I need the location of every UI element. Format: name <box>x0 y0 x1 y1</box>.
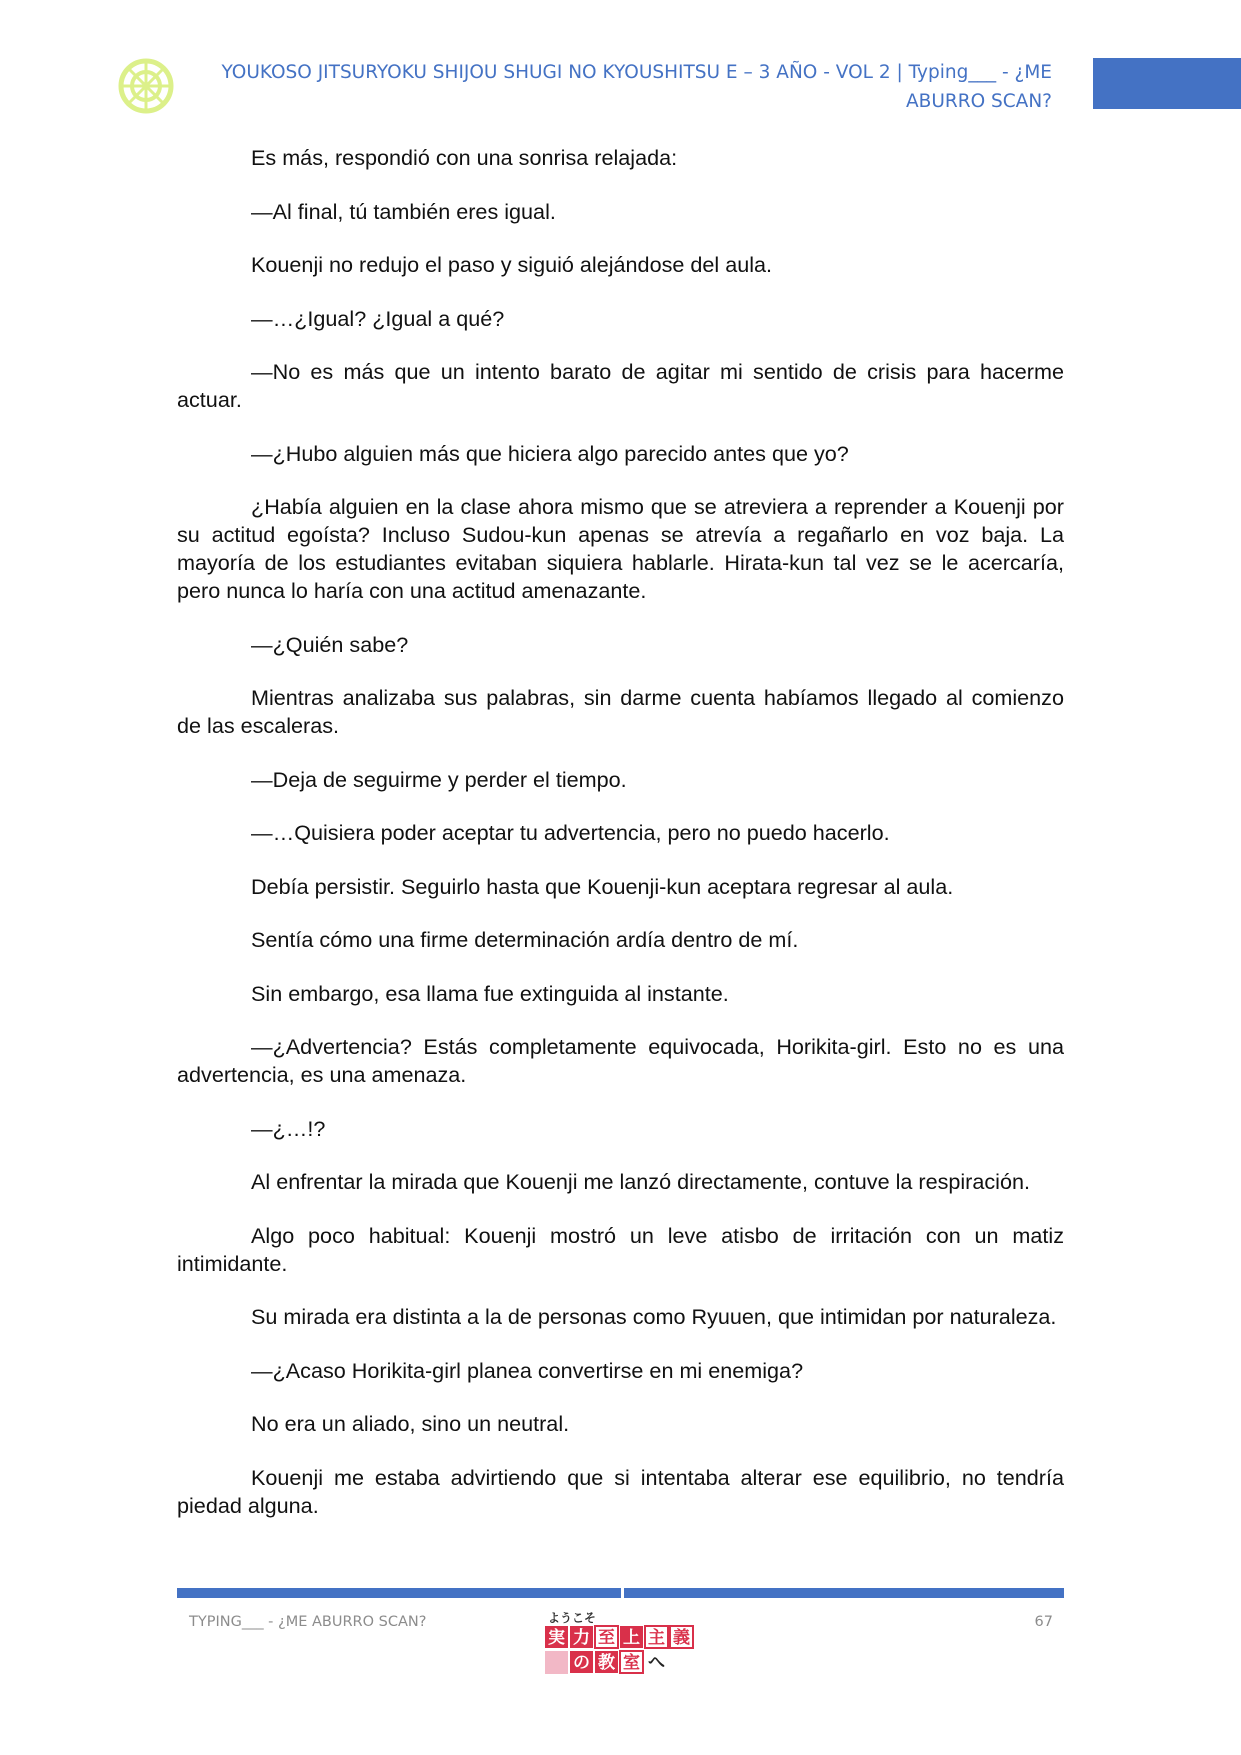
paragraph: —…¿Igual? ¿Igual a qué? <box>251 305 505 331</box>
paragraph: Sin embargo, esa llama fue extinguida al instante. <box>251 980 729 1006</box>
footer-credit: TYPING___ - ¿ME ABURRO SCAN? <box>189 1614 427 1630</box>
page-number: 67 <box>1034 1614 1053 1630</box>
paragraph: ¿Había alguien en la clase ahora mismo que se atreviera a reprender a Kouenji por su actitud egoísta? Incluso Sudou-kun apenas se atrevía a regañarlo en voz baja. La mayoría de los estudiantes evitaban siquiera hablarle. Hirata-kun tal vez se le acercaría, pero nunca lo haría con una actitud amenazante. <box>177 494 1064 603</box>
paragraph: —Al final, tú también eres igual. <box>251 198 556 224</box>
paragraph: —…Quisiera poder aceptar tu advertencia, pero no puedo hacerlo. <box>251 820 890 845</box>
svg-text:室: 室 <box>623 1653 640 1673</box>
header-accent-bar <box>1093 58 1241 109</box>
paragraph: —No es más que un intento barato de agitar mi sentido de crisis para hacerme actuar. <box>177 359 1064 412</box>
series-logo <box>545 1608 695 1676</box>
svg-text:教: 教 <box>598 1653 615 1673</box>
circular-emblem-icon <box>118 58 174 114</box>
svg-text:主: 主 <box>648 1628 665 1648</box>
page-body <box>177 144 1064 1545</box>
paragraph: —¿Advertencia? Estás completamente equivocada, Horikita-girl. Esto no es una advertencia, es una amenaza. <box>177 1034 1064 1087</box>
paragraph: —Deja de seguirme y perder el tiempo. <box>251 766 627 792</box>
svg-text:へ: へ <box>648 1653 665 1673</box>
svg-text:実: 実 <box>548 1628 565 1648</box>
svg-text:義: 義 <box>673 1628 690 1648</box>
svg-text:上: 上 <box>623 1628 640 1648</box>
paragraph: —¿Acaso Horikita-girl planea convertirse en mi enemiga? <box>251 1357 804 1383</box>
paragraph: —¿Quién sabe? <box>251 631 409 657</box>
header-title-line-1: YOUKOSO JITSURYOKU SHIJOU SHUGI NO KYOUSHITSU E – 3 AÑO - VOL 2 | Typing___ - ¿ME <box>221 62 1052 83</box>
paragraph: —¿…!? <box>251 1115 326 1141</box>
header-title <box>190 58 1052 116</box>
paragraph: Su mirada era distinta a la de personas como Ryuuen, que intimidan por naturaleza. <box>251 1304 1057 1329</box>
paragraph: —¿Hubo alguien más que hiciera algo parecido antes que yo? <box>251 440 849 466</box>
footer-divider <box>177 1588 1064 1598</box>
paragraph: Kouenji me estaba advirtiendo que si intentaba alterar ese equilibrio, no tendría piedad alguna. <box>177 1464 1064 1518</box>
paragraph: Kouenji no redujo el paso y siguió alejándose del aula. <box>251 252 773 277</box>
header-title-line-2: ABURRO SCAN? <box>905 91 1052 112</box>
svg-text:力: 力 <box>573 1628 590 1648</box>
svg-text:ようこそ: ようこそ <box>548 1611 597 1625</box>
paragraph: Es más, respondió con una sonrisa relajada: <box>251 145 678 170</box>
paragraph: Algo poco habitual: Kouenji mostró un leve atisbo de irritación con un matiz intimidante. <box>177 1222 1064 1276</box>
paragraph: Al enfrentar la mirada que Kouenji me lanzó directamente, contuve la respiración. <box>251 1169 1030 1194</box>
paragraph: Sentía cómo una firme determinación ardía dentro de mí. <box>251 927 799 952</box>
paragraph: Debía persistir. Seguirlo hasta que Kouenji-kun aceptara regresar al aula. <box>251 873 954 899</box>
paragraph: Mientras analizaba sus palabras, sin darme cuenta habíamos llegado al comienzo de las escaleras. <box>177 685 1064 738</box>
svg-text:の: の <box>573 1653 590 1673</box>
paragraph: No era un aliado, sino un neutral. <box>251 1411 570 1436</box>
svg-text:至: 至 <box>598 1628 615 1648</box>
